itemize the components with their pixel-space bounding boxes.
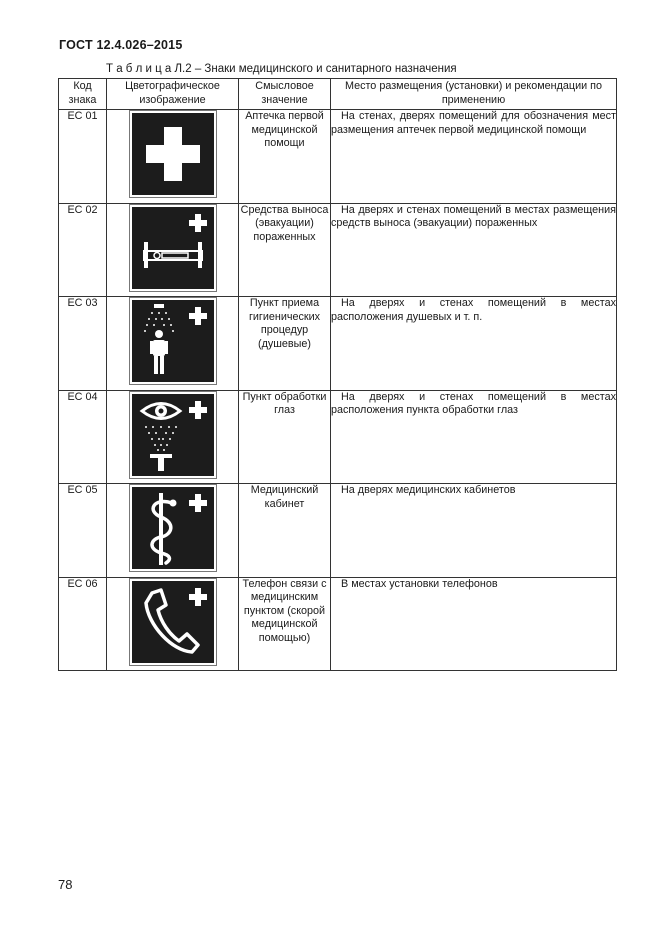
- first-aid-cross-icon: [129, 110, 217, 198]
- sign-meaning: Медицинский кабинет: [239, 484, 331, 578]
- sign-placement-text: На дверях медицинских кабинетов: [341, 484, 516, 496]
- sign-meaning: Телефон связи с медицинским пунктом (скорой медицинской помощью): [239, 577, 331, 671]
- column-header-meaning: Смысловое значение: [239, 79, 331, 110]
- caduceus-icon: [129, 484, 217, 572]
- page-number: 78: [58, 877, 73, 892]
- sign-code: ЕС 03: [59, 297, 107, 391]
- document-header: ГОСТ 12.4.026–2015: [59, 38, 183, 52]
- sign-placement: [331, 297, 617, 391]
- eye-wash-icon: [129, 391, 217, 479]
- medical-phone-icon: [129, 578, 217, 666]
- sign-meaning: Пункт обработки глаз: [239, 390, 331, 484]
- sign-code: ЕС 02: [59, 203, 107, 297]
- sign-placement-text: На дверях и стенах помещений в местах размещения средств выноса (эвакуации) пораженных: [331, 203, 616, 229]
- column-header-placement: Место размещения (установки) и рекомендации по применению: [331, 79, 617, 110]
- sign-placement-text: На стенах, дверях помещений для обозначения мест размещения аптечек первой медицинской помощи: [331, 110, 616, 136]
- table-row: [59, 390, 617, 484]
- sign-code: ЕС 05: [59, 484, 107, 578]
- sign-placement: [331, 110, 617, 204]
- column-header-image: Цветографическое изображение: [107, 79, 239, 110]
- sign-placement-text: На дверях и стенах помещений в местах расположения душевых и т. п.: [331, 297, 616, 323]
- table-row: [59, 110, 617, 204]
- table-row: [59, 297, 617, 391]
- sign-placement: [331, 577, 617, 671]
- table-title: Т а б л и ц а Л.2 – Знаки медицинского и санитарного назначения: [106, 63, 457, 75]
- shower-icon: [129, 297, 217, 385]
- sign-code: ЕС 01: [59, 110, 107, 204]
- table-row: [59, 484, 617, 578]
- sign-placement-text: На дверях и стенах помещений в местах расположения пункта обработки глаз: [331, 390, 616, 416]
- sign-meaning: Аптечка первой медицинской помощи: [239, 110, 331, 204]
- table-row: [59, 577, 617, 671]
- sign-code: ЕС 04: [59, 390, 107, 484]
- sign-meaning: Пункт приема гигиенических процедур (душевые): [239, 297, 331, 391]
- column-header-code: Код знака: [59, 79, 107, 110]
- sign-placement: [331, 390, 617, 484]
- sign-meaning: Средства выноса (эвакуации) пораженных: [239, 203, 331, 297]
- sign-placement: [331, 484, 617, 578]
- sign-placement: [331, 203, 617, 297]
- sign-code: ЕС 06: [59, 577, 107, 671]
- table-header-row: [59, 79, 617, 110]
- sign-placement-text: В местах установки телефонов: [341, 577, 498, 590]
- stretcher-icon: [129, 204, 217, 292]
- medical-signs-table: [58, 78, 617, 671]
- table-row: [59, 203, 617, 297]
